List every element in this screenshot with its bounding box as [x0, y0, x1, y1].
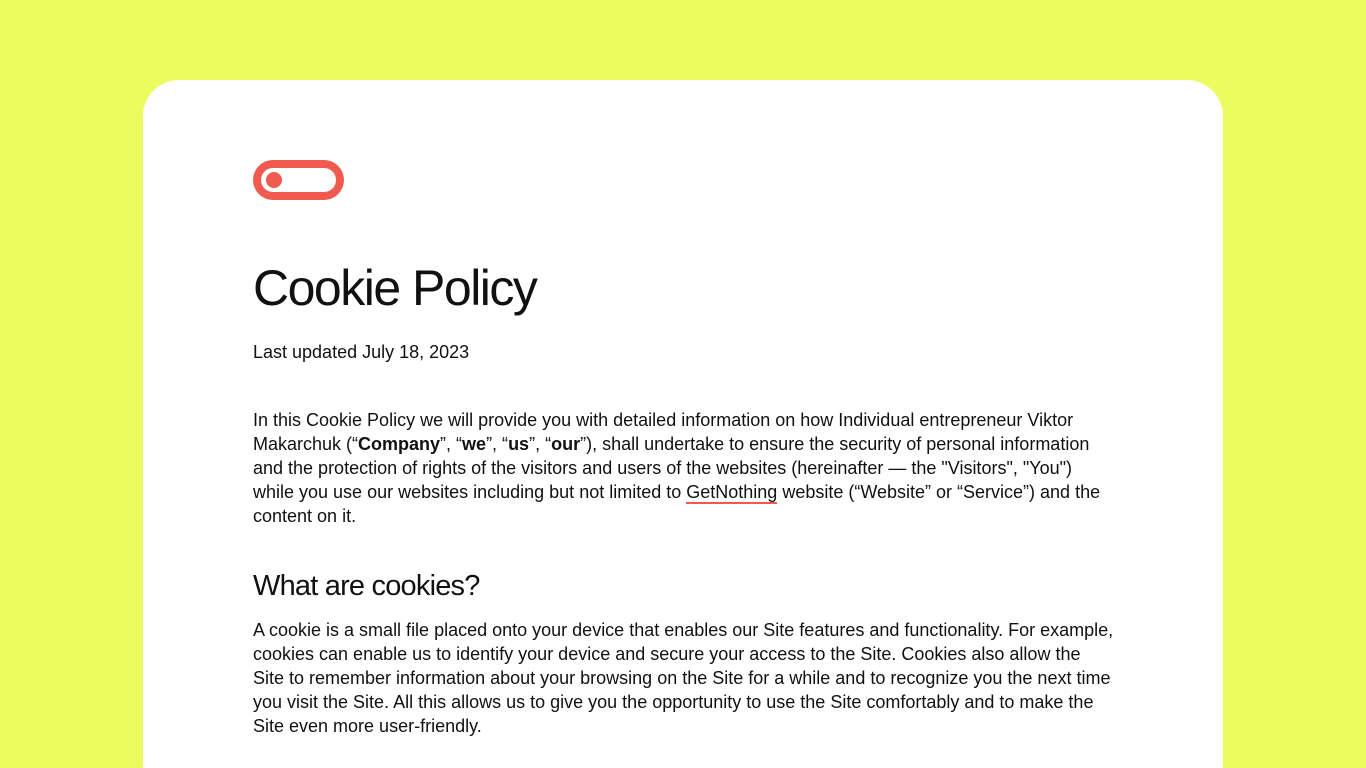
intro-text-3: ”, “ — [486, 434, 509, 454]
intro-text-4: ”, “ — [529, 434, 552, 454]
cookies-paragraph: A cookie is a small file placed onto your device that enables our Site features and functionality. For example, cookies can enable us to identify your device and secure your access to the Site. Cookies also allow the Site to remember information about your browsing on the Site for a while and to recognize you the next time you visit the Site. All this allows us to give you the opportunity to use the Site comfortably and to make the Site even more user-friendly. — [253, 620, 1114, 736]
section-heading: What are cookies? — [253, 570, 480, 602]
us-term: us — [508, 434, 530, 454]
policy-card — [143, 80, 1223, 768]
company-term: Company — [358, 434, 441, 454]
page-title: Cookie Policy — [253, 260, 537, 316]
logo-dot — [266, 172, 282, 188]
intro-text-1: In this Cookie Policy we will provide you with detailed information on how Individual entrepreneur Viktor Makarchuk (“ — [253, 410, 1074, 454]
our-term: our — [551, 434, 581, 454]
intro-text-2: ”, “ — [440, 434, 463, 454]
we-term: we — [462, 434, 487, 454]
toggle-logo-icon[interactable] — [253, 160, 344, 200]
last-updated-text: Last updated July 18, 2023 — [253, 342, 470, 362]
intro-paragraph — [253, 408, 1115, 528]
intro-text-6: website (“Website” or “Service”) and the content on it. — [253, 482, 1101, 526]
getnothing-link[interactable]: GetNothing — [686, 482, 778, 502]
policy-content — [253, 160, 1115, 738]
intro-text-5: ”), shall undertake to ensure the security of personal information and the protection of rights of the visitors and users of the websites (hereinafter — the "Visitors", "You") while you use our websites including but not limited to — [253, 434, 1090, 502]
